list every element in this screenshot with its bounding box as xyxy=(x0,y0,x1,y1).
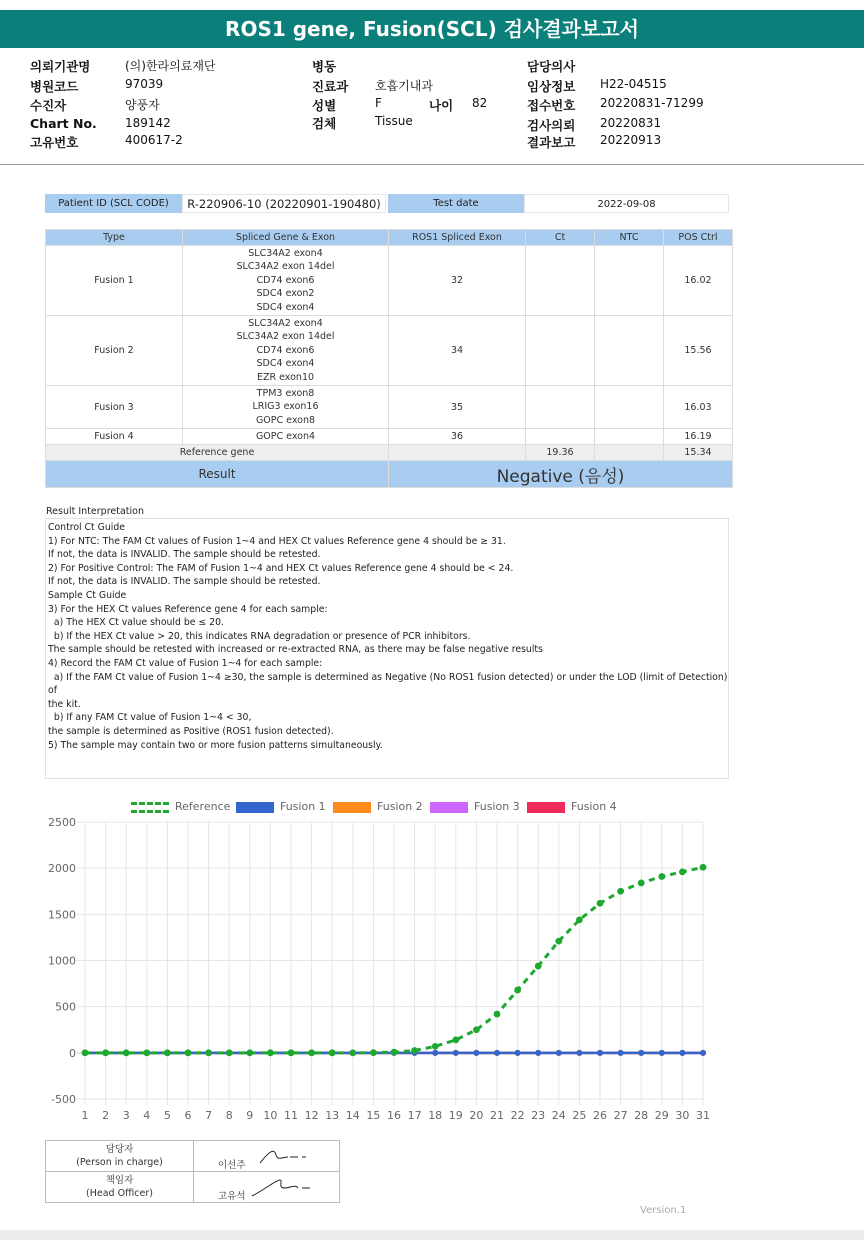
x-tick-label: 3 xyxy=(122,1109,130,1122)
header-value: F xyxy=(375,96,382,110)
x-tick-label: 28 xyxy=(634,1109,649,1122)
legend-swatch xyxy=(527,802,565,813)
data-point xyxy=(556,1050,562,1056)
patient-id-label: Patient ID (SCL CODE) xyxy=(45,194,182,213)
pos-ctrl-value: 15.56 xyxy=(664,316,733,386)
x-tick-label: 11 xyxy=(284,1109,298,1122)
signature-table xyxy=(45,1140,340,1203)
gene-exon: SLC34A2 exon4 xyxy=(248,247,323,259)
interp-line: the sample is determined as Positive (ROS1 fusion detected). xyxy=(48,725,334,737)
signature-cell xyxy=(194,1141,340,1172)
column-header: ROS1 Spliced Exon xyxy=(389,230,526,246)
spliced-genes xyxy=(183,316,389,386)
gene-exon: SDC4 exon4 xyxy=(256,358,315,370)
gene-exon: TPM3 exon8 xyxy=(256,387,315,399)
legend-swatch xyxy=(333,802,371,813)
y-tick-label: 1000 xyxy=(48,954,76,968)
fusion-type: Fusion 2 xyxy=(46,316,183,386)
interp-line: a) If the FAM Ct value of Fusion 1~4 ≥30, the sample is determined as Negative (No ROS1 fusion detected) or under the LOD (limit of Detection) of xyxy=(48,671,731,697)
y-tick-label: -500 xyxy=(51,1093,76,1106)
data-point xyxy=(494,1050,500,1056)
data-point xyxy=(246,1049,253,1056)
interp-line: Control Ct Guide xyxy=(48,522,125,533)
signature-row xyxy=(46,1141,340,1172)
pos-ctrl-value: 16.03 xyxy=(664,386,733,429)
legend-fusion-2[interactable] xyxy=(333,800,423,813)
role-cell xyxy=(46,1141,194,1172)
data-point xyxy=(370,1049,377,1056)
x-tick-label: 10 xyxy=(263,1109,278,1122)
spliced-genes xyxy=(183,429,389,445)
data-point xyxy=(659,1050,665,1056)
interp-line: If not, the data is INVALID. The sample should be retested. xyxy=(48,576,321,588)
x-tick-label: 20 xyxy=(469,1109,484,1122)
report-title: ROS1 gene, Fusion(SCL) 검사결과보고서 xyxy=(0,10,864,48)
header-value: 호흡기내과 xyxy=(375,79,433,93)
result-label: Result xyxy=(46,461,389,488)
table-row xyxy=(46,316,733,386)
interp-line: 1) For NTC: The FAM Ct values of Fusion 1~4 and HEX Ct values Reference gene 4 should be ≥ 31. xyxy=(48,535,506,547)
gene-exon: GOPC exon8 xyxy=(255,414,316,426)
y-tick-label: 1500 xyxy=(48,908,76,922)
header-label: 진료과 xyxy=(312,79,349,94)
header-value: 양풍자 xyxy=(125,98,160,112)
reference-label: Reference gene xyxy=(46,445,389,461)
data-point xyxy=(679,1050,685,1056)
x-tick-label: 14 xyxy=(345,1109,360,1122)
gene-exon: SLC34A2 exon 14del xyxy=(236,261,335,273)
data-point xyxy=(453,1050,459,1056)
data-point xyxy=(432,1043,439,1050)
header-value: 20220913 xyxy=(600,133,662,147)
interp-line: 3) For the HEX Ct values Reference gene 4 for each sample: xyxy=(48,603,328,615)
ntc-value xyxy=(595,429,664,445)
pos-ctrl-value: 16.02 xyxy=(664,246,733,316)
data-point xyxy=(308,1049,315,1056)
data-point xyxy=(494,1011,501,1018)
legend-fusion-1[interactable] xyxy=(236,800,326,813)
x-tick-label: 7 xyxy=(205,1109,213,1122)
ntc-value xyxy=(595,246,664,316)
header-label: 검사의뢰 xyxy=(527,118,576,133)
x-tick-label: 2 xyxy=(102,1109,110,1122)
header-value: 97039 xyxy=(125,77,164,91)
y-tick-label: 0 xyxy=(69,1046,76,1060)
signer-name: 고유석 xyxy=(218,1191,246,1202)
header-label: 고유번호 xyxy=(30,135,79,150)
x-tick-label: 13 xyxy=(325,1109,340,1122)
header-label: 성별 xyxy=(312,98,337,113)
x-tick-label: 23 xyxy=(531,1109,546,1122)
data-point xyxy=(452,1037,459,1044)
age-label: 나이 xyxy=(429,98,454,113)
role-cell xyxy=(46,1172,194,1203)
header-label: 병원코드 xyxy=(30,79,79,94)
column-header: Ct xyxy=(526,230,595,246)
gene-exon: EZR exon10 xyxy=(256,371,315,383)
table-row xyxy=(46,386,733,429)
data-point xyxy=(638,1050,644,1056)
data-point xyxy=(576,1050,582,1056)
x-tick-label: 24 xyxy=(551,1109,566,1122)
data-point xyxy=(555,938,562,945)
interp-line: 5) The sample may contain two or more fusion patterns simultaneously. xyxy=(48,739,383,751)
x-tick-label: 9 xyxy=(246,1109,254,1122)
data-point xyxy=(679,868,686,875)
test-date-value: 2022-09-08 xyxy=(524,194,729,213)
header-value: 20220831-71299 xyxy=(600,96,704,110)
spliced-genes xyxy=(183,386,389,429)
role-en: (Head Officer) xyxy=(86,1188,153,1199)
legend-swatch xyxy=(131,802,169,813)
header-label: 검체 xyxy=(312,116,337,131)
y-tick-label: 2000 xyxy=(48,862,76,876)
header-label: 결과보고 xyxy=(527,135,576,150)
fusion-type: Fusion 4 xyxy=(46,429,183,445)
column-header: NTC xyxy=(595,230,664,246)
x-tick-label: 16 xyxy=(387,1109,401,1122)
amplification-chart xyxy=(0,815,864,1125)
age-value: 82 xyxy=(472,96,488,110)
ros1-exon xyxy=(389,445,526,461)
legend-label: Fusion 2 xyxy=(377,800,423,813)
gene-exon: SLC34A2 exon4 xyxy=(248,317,323,329)
patient-id-value: R-220906-10 (20220901-190480) xyxy=(182,194,386,213)
data-point xyxy=(164,1049,171,1056)
signature-scribble xyxy=(256,1145,316,1169)
signature-row xyxy=(46,1172,340,1203)
x-tick-label: 22 xyxy=(510,1109,525,1122)
legend-label: Fusion 1 xyxy=(280,800,326,813)
interp-line: the kit. xyxy=(48,698,81,710)
x-tick-label: 17 xyxy=(407,1109,422,1122)
legend-fusion-3[interactable] xyxy=(430,800,520,813)
x-tick-label: 1 xyxy=(81,1109,89,1122)
header-label: 임상정보 xyxy=(527,79,576,94)
data-point xyxy=(329,1049,336,1056)
table-row xyxy=(46,246,733,316)
result-value: Negative (음성) xyxy=(389,461,733,488)
ct-value xyxy=(526,316,595,386)
ct-value: 19.36 xyxy=(526,445,595,461)
result-row xyxy=(46,461,733,488)
interp-line: b) If the HEX Ct value > 20, this indicates RNA degradation or presence of PCR inhibitors. xyxy=(48,630,471,642)
header-value: Tissue xyxy=(375,114,413,128)
x-tick-label: 8 xyxy=(225,1109,233,1122)
interp-line: b) If any FAM Ct value of Fusion 1~4 < 30, xyxy=(48,712,252,724)
data-point xyxy=(82,1049,89,1056)
y-tick-label: 2500 xyxy=(48,816,76,829)
data-point xyxy=(576,916,583,923)
header-value: 20220831 xyxy=(600,116,662,130)
signature-cell xyxy=(194,1172,340,1203)
data-point xyxy=(597,900,604,907)
column-header: Spliced Gene & Exon xyxy=(183,230,389,246)
header-label: Chart No. xyxy=(30,116,97,131)
data-point xyxy=(205,1049,212,1056)
header-label: 담당의사 xyxy=(527,59,576,74)
header-label: 의뢰기관명 xyxy=(30,59,91,74)
version-label: Version.1 xyxy=(640,1205,687,1216)
pos-ctrl-value: 15.34 xyxy=(664,445,733,461)
header-value: (의)한라의료재단 xyxy=(125,59,216,73)
data-point xyxy=(535,963,542,970)
ntc-value xyxy=(595,445,664,461)
legend-label: Fusion 3 xyxy=(474,800,520,813)
header-label: 병동 xyxy=(312,59,337,74)
role-ko: 담당자 xyxy=(105,1144,134,1155)
ct-value xyxy=(526,429,595,445)
data-point xyxy=(700,864,707,871)
data-point xyxy=(597,1050,603,1056)
data-point xyxy=(349,1049,356,1056)
pos-ctrl-value: 16.19 xyxy=(664,429,733,445)
legend-label: Reference xyxy=(175,800,231,813)
data-point xyxy=(391,1049,398,1056)
test-date-label: Test date xyxy=(388,194,524,213)
x-tick-label: 27 xyxy=(613,1109,628,1122)
interp-line: The sample should be retested with increased or re-extracted RNA, as there may be false negative results xyxy=(48,644,543,656)
x-tick-label: 15 xyxy=(366,1109,381,1122)
header-value: 400617-2 xyxy=(125,133,183,147)
interp-line: a) The HEX Ct value should be ≤ 20. xyxy=(48,617,224,629)
data-point xyxy=(143,1049,150,1056)
interpretation-title: Result Interpretation xyxy=(46,506,144,517)
interp-line: 2) For Positive Control: The FAM of Fusion 1~4 and HEX Ct values Reference gene 4 should be < 24. xyxy=(48,562,514,574)
data-point xyxy=(432,1050,438,1056)
legend-swatch xyxy=(236,802,274,813)
x-tick-label: 5 xyxy=(163,1109,171,1122)
gene-exon: CD74 exon6 xyxy=(256,344,315,356)
spliced-genes xyxy=(183,246,389,316)
table-header-row xyxy=(46,230,733,246)
legend-label: Fusion 4 xyxy=(571,800,617,813)
data-point xyxy=(473,1026,480,1033)
y-tick-label: 500 xyxy=(55,1000,76,1014)
x-tick-label: 30 xyxy=(675,1109,690,1122)
ros1-exon: 34 xyxy=(389,316,526,386)
interp-line: 4) Record the FAM Ct value of Fusion 1~4 for each sample: xyxy=(48,657,323,669)
ros1-exon: 32 xyxy=(389,246,526,316)
ros1-exon: 36 xyxy=(389,429,526,445)
x-tick-label: 6 xyxy=(184,1109,192,1122)
legend-fusion-4[interactable] xyxy=(527,800,617,813)
x-tick-label: 12 xyxy=(304,1109,319,1122)
x-tick-label: 29 xyxy=(654,1109,669,1122)
data-point xyxy=(515,1050,521,1056)
data-point xyxy=(535,1050,541,1056)
signature-scribble xyxy=(250,1174,320,1200)
reference-row xyxy=(46,445,733,461)
gene-exon: LRIG3 exon16 xyxy=(252,401,319,413)
x-tick-label: 21 xyxy=(490,1109,504,1122)
fusion-type: Fusion 3 xyxy=(46,386,183,429)
interp-line: If not, the data is INVALID. The sample should be retested. xyxy=(48,549,321,561)
legend-reference[interactable] xyxy=(131,800,230,813)
data-point xyxy=(226,1049,233,1056)
header-label: 수진자 xyxy=(30,98,67,113)
signer-name: 이선주 xyxy=(218,1160,246,1171)
gene-exon: GOPC exon4 xyxy=(255,430,316,442)
data-point xyxy=(473,1050,479,1056)
data-point xyxy=(267,1049,274,1056)
results-table xyxy=(45,229,733,488)
data-point xyxy=(617,888,624,895)
x-tick-label: 26 xyxy=(593,1109,607,1122)
fusion-type: Fusion 1 xyxy=(46,246,183,316)
ntc-value xyxy=(595,386,664,429)
data-point xyxy=(700,1050,706,1056)
column-header: Type xyxy=(46,230,183,246)
data-point xyxy=(185,1049,192,1056)
ros1-exon: 35 xyxy=(389,386,526,429)
column-header: POS Ctrl xyxy=(664,230,733,246)
role-ko: 책임자 xyxy=(105,1175,134,1186)
x-tick-label: 19 xyxy=(448,1109,463,1122)
data-point xyxy=(618,1050,624,1056)
x-tick-label: 31 xyxy=(696,1109,710,1122)
data-point xyxy=(514,987,521,994)
x-tick-label: 4 xyxy=(143,1109,151,1122)
header-value: 189142 xyxy=(125,116,171,130)
gene-exon: CD74 exon6 xyxy=(256,274,315,286)
header-value: H22-04515 xyxy=(600,77,667,91)
interpretation-box xyxy=(45,518,729,779)
legend-swatch xyxy=(430,802,468,813)
data-point xyxy=(288,1049,295,1056)
data-point xyxy=(658,873,665,880)
header-divider xyxy=(0,164,864,165)
data-point xyxy=(123,1049,130,1056)
interp-line: Sample Ct Guide xyxy=(48,589,127,601)
data-point xyxy=(638,880,645,887)
gene-exon: SDC4 exon2 xyxy=(256,288,315,300)
data-point xyxy=(102,1049,109,1056)
x-tick-label: 18 xyxy=(428,1109,443,1122)
data-point xyxy=(411,1047,418,1054)
ntc-value xyxy=(595,316,664,386)
header-label: 접수번호 xyxy=(527,98,576,113)
x-tick-label: 25 xyxy=(572,1109,587,1122)
ct-value xyxy=(526,386,595,429)
gene-exon: SDC4 exon4 xyxy=(256,301,315,313)
ct-value xyxy=(526,246,595,316)
gene-exon: SLC34A2 exon 14del xyxy=(236,331,335,343)
table-row xyxy=(46,429,733,445)
role-en: (Person in charge) xyxy=(76,1157,163,1168)
